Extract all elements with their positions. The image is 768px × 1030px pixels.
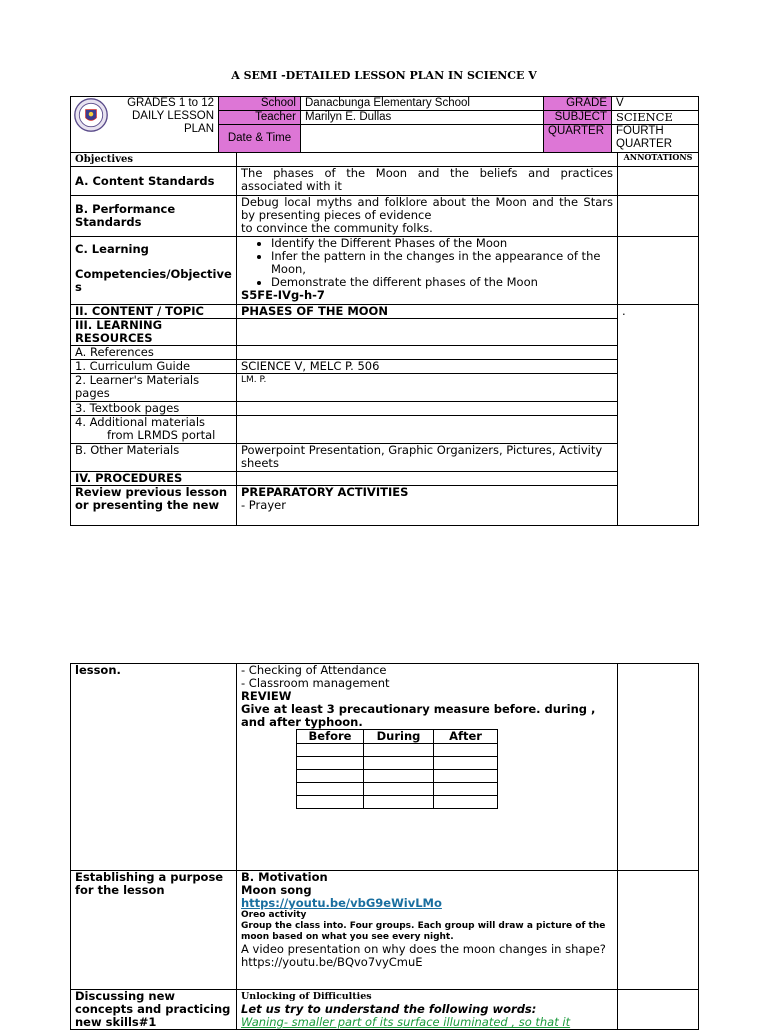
textbook-pages-label: 3. Textbook pages [71,402,237,416]
competencies-cell [237,237,618,305]
procedures-table [70,663,699,1030]
references-label: A. References [71,346,237,360]
objectives-label: Objectives [71,153,237,167]
additional-line-2: from LRMDS portal [107,428,216,442]
quarter-label: QUARTER [544,125,612,153]
other-materials-label: B. Other Materials [71,444,237,472]
review-prompt: Give at least 3 precautionary measure before. during , and after typhoon. [241,702,596,729]
dlp-label-line-2: DAILY LESSON [131,110,214,122]
content-standards-value: The phases of the Moon and the beliefs and practices associated with it [237,167,618,196]
lesson-label: lesson. [71,664,237,871]
understand-prompt: Let us try to understand the following words: [241,1002,537,1016]
annotation-column [618,305,699,526]
datetime-label: Date & Time [219,125,301,153]
classroom-item: - Classroom management [241,676,390,690]
typhoon-header-during: During [364,730,434,744]
establishing-purpose-label: Establishing a purpose for the lesson [71,871,237,990]
annotation-mark: . [622,304,626,318]
grade-label: GRADE [544,97,612,111]
procedures-label: IV. PROCEDURES [71,472,237,486]
typhoon-row [297,757,498,770]
quarter-value: FOURTH QUARTER [612,125,699,153]
performance-standards-label: B. Performance Standards [71,196,237,237]
review-cell [237,664,618,871]
learning-resources-label: III. LEARNING RESOURCES [71,319,237,346]
content-standards-label: A. Content Standards [71,167,237,196]
typhoon-header-after: After [434,730,498,744]
oreo-instructions: Group the class into. Four groups. Each group will draw a picture of the moon based on what you see every night. [241,921,606,942]
learners-materials-value: LM. P. [237,374,618,402]
typhoon-row [297,744,498,757]
competency-item: • Identify the Different Phases of the Moon [271,237,613,250]
motivation-cell [237,871,618,990]
perf-std-line-2: to convince the community folks. [241,221,433,235]
teacher-value: Marilyn E. Dullas [301,111,544,125]
other-materials-value: Powerpoint Presentation, Graphic Organizers, Pictures, Activity sheets [237,444,618,472]
typhoon-header-before: Before [297,730,364,744]
perf-std-line-1: Debug local myths and folklore about the Moon and the Stars by presenting pieces of evidence [241,195,613,222]
curriculum-guide-label: 1. Curriculum Guide [71,360,237,374]
attendance-item: - Checking of Attendance [241,663,387,677]
oreo-activity: Oreo activity [241,910,307,920]
typhoon-table [296,729,498,809]
typhoon-row [297,783,498,796]
learning-competencies-label [71,237,237,305]
lesson-plan-table [70,96,699,153]
grade-value: V [612,97,699,111]
school-label: School [219,97,301,111]
competencies-list [241,237,613,289]
deped-seal-icon [73,97,109,133]
subject-label: SUBJECT [544,111,612,125]
teacher-label: Teacher [219,111,301,125]
content-topic-label: II. CONTENT / TOPIC [71,305,237,319]
prayer-item: - Prayer [241,498,286,512]
performance-standards-value [237,196,618,237]
video-text: A video presentation on why does the moon changes in shape? [241,942,606,956]
review-previous-label: Review previous lesson or presenting the new [71,486,237,526]
lc-label-1: C. Learning [75,242,149,256]
objectives-table [70,152,699,526]
competency-item: • Demonstrate the different phases of the Moon [271,276,613,289]
lc-label-2: Competencies/Objectives [75,267,232,294]
dlp-label-line-1: GRADES 1 to 12 [127,97,214,109]
typhoon-row [297,796,498,809]
competency-item: • Infer the pattern in the changes in the appearance of the Moon, [271,250,613,276]
moon-song: Moon song [241,883,312,897]
typhoon-row [297,770,498,783]
content-topic-value: PHASES OF THE MOON [237,305,618,319]
waning-definition: Waning- smaller part of its surface illuminated , so that it [241,1015,571,1029]
competency-code: S5FE-IVg-h-7 [241,288,325,302]
video-link[interactable]: https://youtu.be/BQvo7vyCmuE [241,955,423,969]
moon-song-link[interactable]: https://youtu.be/vbG9eWivLMo [241,896,442,910]
motivation-heading: B. Motivation [241,870,328,884]
dlp-label-line-3: PLAN [183,123,214,135]
additional-materials-label [71,416,237,444]
document-title: A SEMI -DETAILED LESSON PLAN IN SCIENCE V [231,69,537,82]
additional-line-1: 4. Additional materials [75,415,206,429]
preparatory-cell [237,486,618,526]
datetime-value [301,125,544,153]
annotations-label: ANNOTATIONS [618,153,699,167]
preparatory-heading: PREPARATORY ACTIVITIES [241,485,409,499]
review-heading: REVIEW [241,689,292,703]
school-value: Danacbunga Elementary School [301,97,544,111]
dlp-header-cell [71,97,219,153]
learners-materials-label: 2. Learner's Materials pages [71,374,237,402]
curriculum-guide-value: SCIENCE V, MELC P. 506 [237,360,618,374]
subject-value: SCIENCE [612,111,699,125]
discussing-concepts-label: Discussing new concepts and practicing new skills#1 [71,990,237,1030]
unlocking-heading: Unlocking of Difficulties [241,991,372,1002]
